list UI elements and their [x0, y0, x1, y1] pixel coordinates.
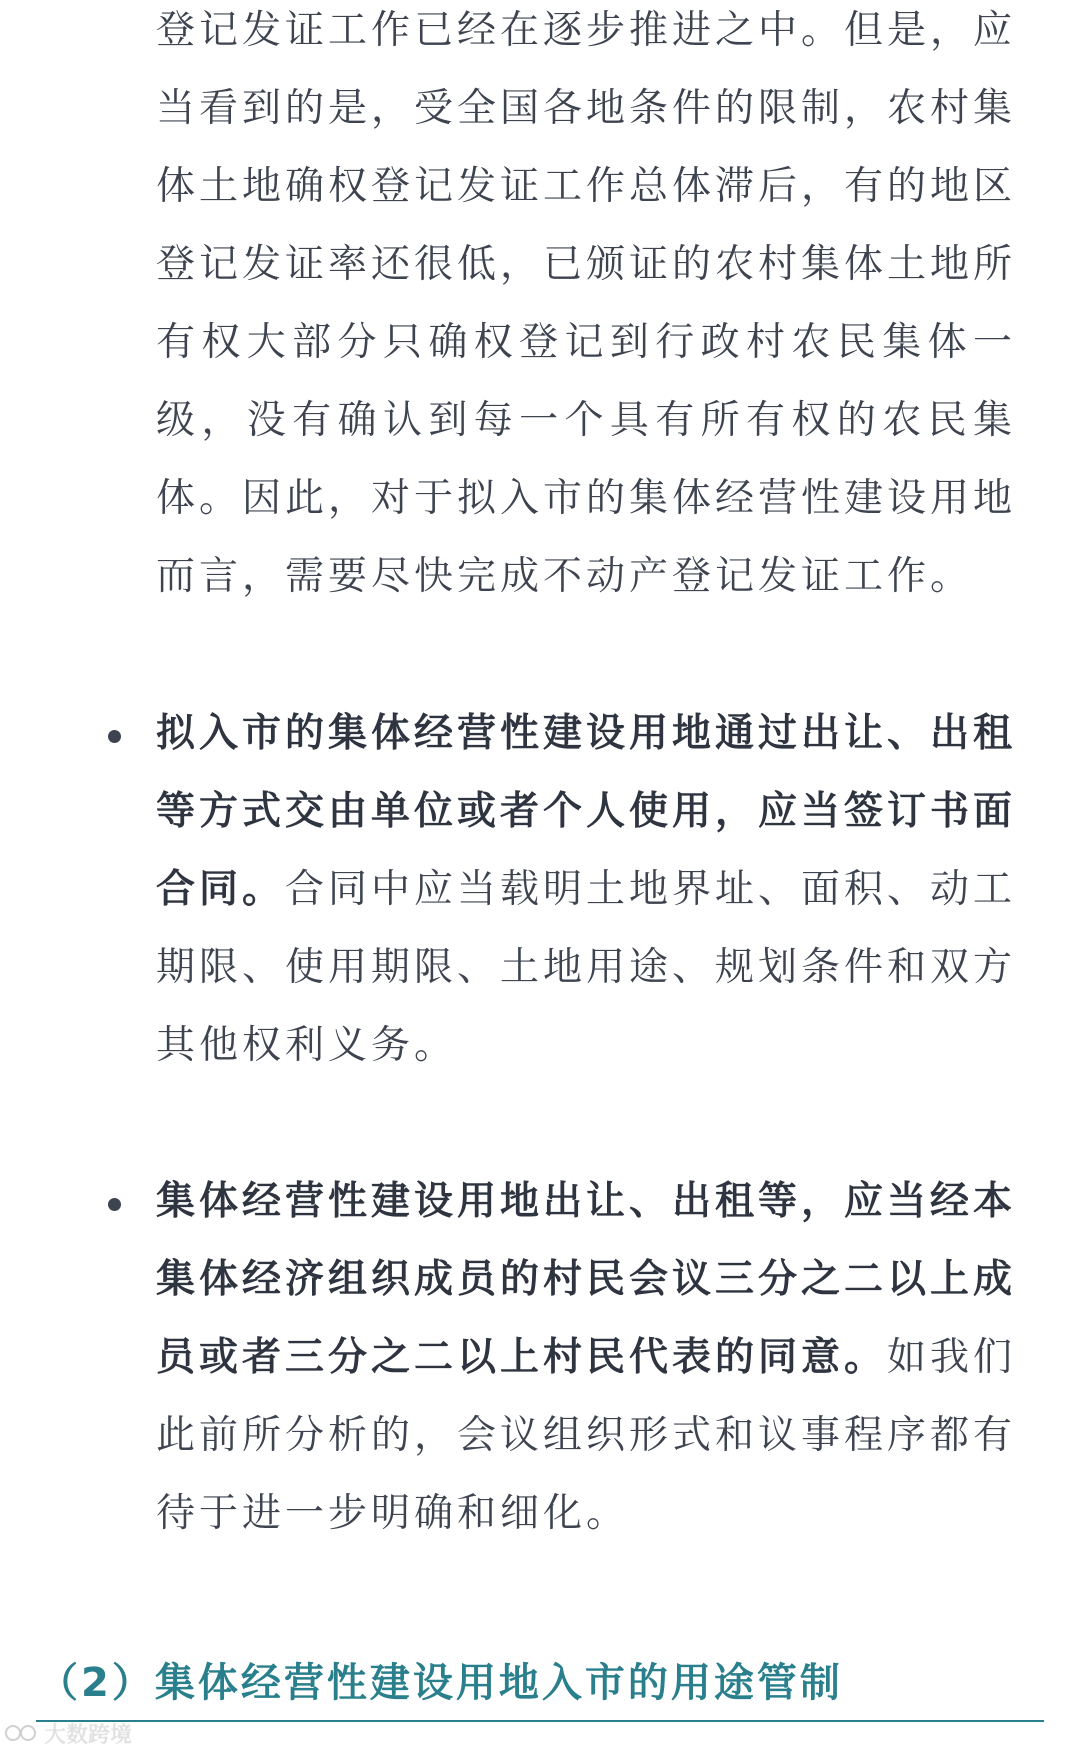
- bullet-dot-icon: [108, 730, 121, 743]
- section-heading: （2）集体经营性建设用地入市的用途管制: [38, 1660, 843, 1706]
- bullet-item-approval: [156, 1163, 1016, 1553]
- bullet-line: 此前所分析的，会议组织形式和议事程序都有: [156, 1413, 1017, 1458]
- paragraph-line: 有权大部分只确权登记到行政村农民集体一: [156, 320, 1016, 365]
- paragraph-registration: [156, 0, 1016, 616]
- bullet-bold-fragment: 员或者三分之二以上村民代表的同意。: [156, 1335, 888, 1380]
- bullet-bold-line: 集体经营性建设用地出让、出租等，应当经本: [156, 1179, 1017, 1224]
- bullet-mixed-line: [156, 1319, 1016, 1397]
- paragraph-line: 级，没有确认到每一个具有所有权的农民集: [156, 398, 1016, 443]
- bullet-regular-fragment: 合同中应当载明土地界址、面积、动工: [285, 867, 1017, 912]
- paragraph-line: 登记发证工作已经在逐步推进之中。但是，应: [156, 8, 1017, 53]
- bullet-bold-line: 等方式交由单位或者个人使用，应当签订书面: [156, 789, 1017, 834]
- heading-divider: [36, 1720, 1044, 1722]
- bullet-dot-icon: [108, 1198, 121, 1211]
- bullet-bold-line: 拟入市的集体经营性建设用地通过出让、出租: [156, 711, 1017, 756]
- bullet-item-contract: [156, 695, 1016, 1085]
- paragraph-line: 登记发证率还很低，已颁证的农村集体土地所: [156, 242, 1017, 287]
- watermark-logo-icon: [4, 1723, 40, 1743]
- paragraph-line: 当看到的是，受全国各地条件的限制，农村集: [156, 86, 1017, 131]
- bullet-bold-fragment: 合同。: [156, 867, 286, 912]
- watermark-text: 大数跨境: [44, 1722, 133, 1748]
- paragraph-line: 体土地确权登记发证工作总体滞后，有的地区: [156, 164, 1017, 209]
- bullet-line: 其他权利义务。: [156, 1023, 458, 1068]
- watermark: [4, 1716, 132, 1750]
- paragraph-line: 体。因此，对于拟入市的集体经营性建设用地: [156, 476, 1017, 521]
- bullet-mixed-line: [156, 851, 1016, 929]
- bullet-line: 待于进一步明确和细化。: [156, 1491, 630, 1536]
- bullet-line: 期限、使用期限、土地用途、规划条件和双方: [156, 945, 1017, 990]
- paragraph-line: 而言，需要尽快完成不动产登记发证工作。: [156, 554, 974, 599]
- bullet-bold-line: 集体经济组织成员的村民会议三分之二以上成: [156, 1257, 1017, 1302]
- bullet-regular-fragment: 如我们: [887, 1335, 1017, 1380]
